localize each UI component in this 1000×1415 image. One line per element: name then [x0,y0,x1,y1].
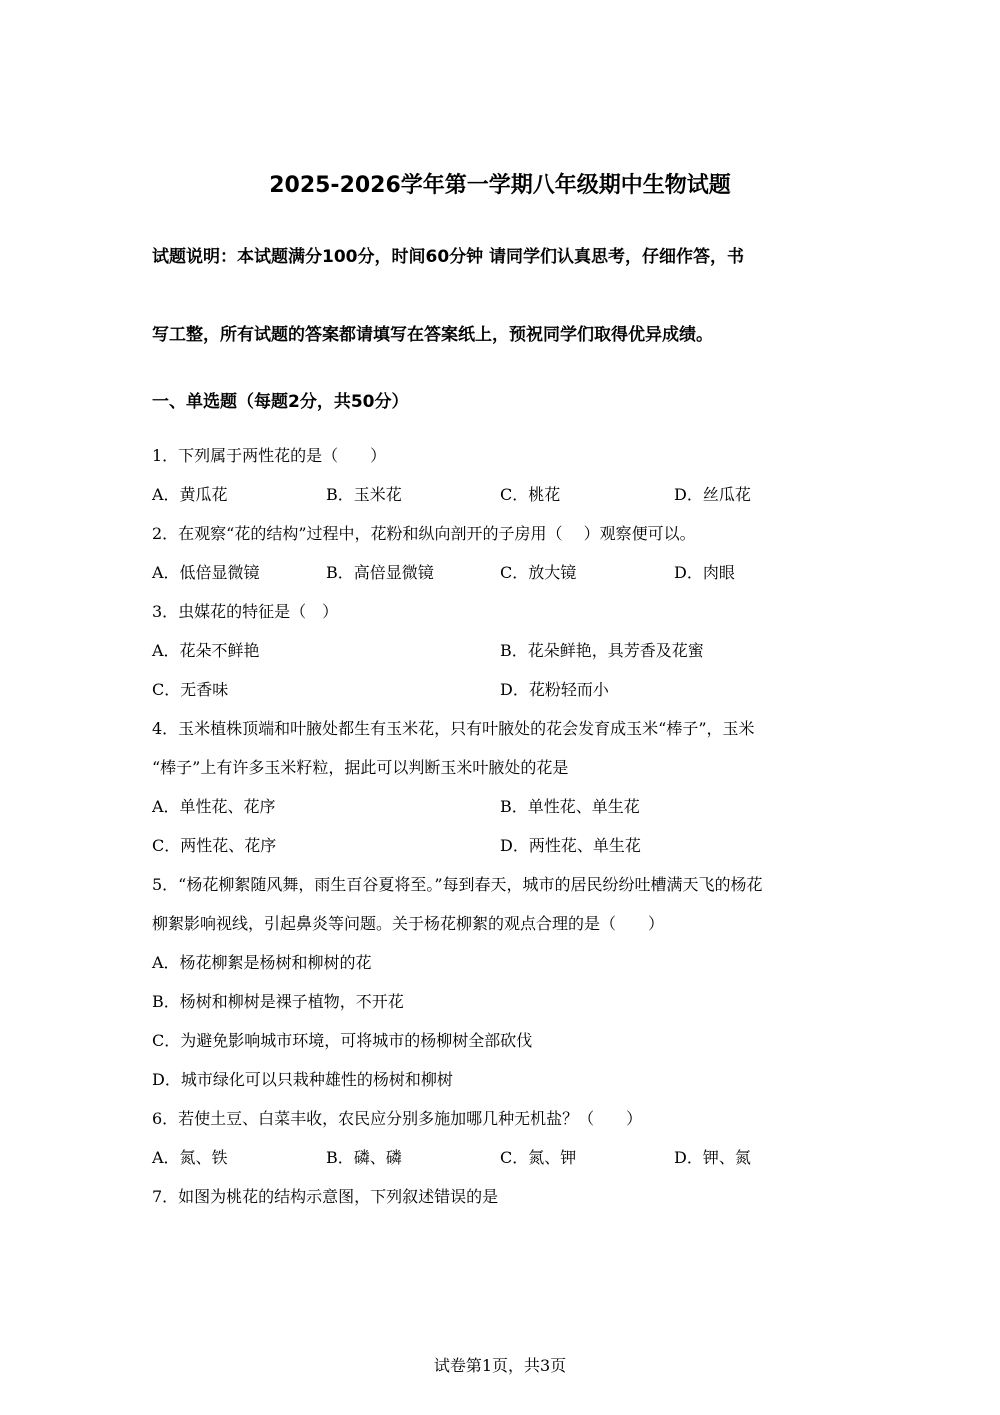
question-3-option-b: B．花朵鲜艳，具芳香及花蜜 [500,641,704,660]
question-3-option-a: A．花朵不鲜艳 [152,641,260,660]
question-2-option-b: B．高倍显微镜 [326,563,434,582]
question-2-option-a: A．低倍显微镜 [152,563,260,582]
question-1-option-a: A．黄瓜花 [152,485,228,504]
question-4-stem-continued: “棒子”上有许多玉米籽粒，据此可以判断玉米叶腋处的花是 [152,758,569,777]
question-4-stem: 4．玉米植株顶端和叶腋处都生有玉米花，只有叶腋处的花会发育成玉米“棒子”，玉米 [152,719,755,738]
question-6-option-a: A．氮、铁 [152,1148,228,1167]
question-7-stem: 7．如图为桃花的结构示意图，下列叙述错误的是 [152,1187,499,1206]
question-5-option-d: D．城市绿化可以只栽种雄性的杨树和柳树 [152,1070,453,1089]
question-5-stem: 5．“杨花柳絮随风舞，雨生百谷夏将至。”每到春天，城市的居民纷纷吐槽满天飞的杨花 [152,875,763,894]
question-4-option-b: B．单性花、单生花 [500,797,640,816]
question-5-stem-continued: 柳絮影响视线，引起鼻炎等问题。关于杨花柳絮的观点合理的是（ ） [152,914,665,933]
question-1-option-c: C．桃花 [500,485,561,504]
question-3-stem: 3．虫媒花的特征是（ ） [152,602,339,621]
question-2-stem: 2．在观察“花的结构”过程中，花粉和纵向剖开的子房用（ ）观察便可以。 [152,524,696,543]
question-4-option-d: D．两性花、单生花 [500,836,641,855]
question-5-option-b: B．杨树和柳树是裸子植物，不开花 [152,992,404,1011]
question-4-option-a: A．单性花、花序 [152,797,276,816]
question-1-stem: 1．下列属于两性花的是（ ） [152,446,387,465]
question-1-option-d: D．丝瓜花 [674,485,751,504]
section-heading: 一、单选题（每题2分，共50分） [152,392,409,412]
question-5-option-c: C．为避免影响城市环境，可将城市的杨柳树全部砍伐 [152,1031,533,1050]
question-6-stem: 6．若使土豆、白菜丰收，农民应分别多施加哪几种无机盐？（ ） [152,1109,643,1128]
instructions-line-1: 试题说明：本试题满分100分，时间60分钟 请同学们认真思考，仔细作答，书 [152,247,745,267]
question-1-option-b: B．玉米花 [326,485,402,504]
question-3-option-d: D．花粉轻而小 [500,680,609,699]
question-2-option-d: D．肉眼 [674,563,735,582]
page-title: 2025-2026学年第一学期八年级期中生物试题 [269,173,731,198]
question-4-option-c: C．两性花、花序 [152,836,277,855]
question-6-option-b: B．磷、磷 [326,1148,402,1167]
question-5-option-a: A．杨花柳絮是杨树和柳树的花 [152,953,372,972]
question-6-option-d: D．钾、氮 [674,1148,751,1167]
page-footer: 试卷第1页，共3页 [433,1356,567,1375]
question-2-option-c: C．放大镜 [500,563,577,582]
question-6-option-c: C．氮、钾 [500,1148,577,1167]
instructions-line-2: 写工整，所有试题的答案都请填写在答案纸上，预祝同学们取得优异成绩。 [152,325,713,345]
question-3-option-c: C．无香味 [152,680,229,699]
